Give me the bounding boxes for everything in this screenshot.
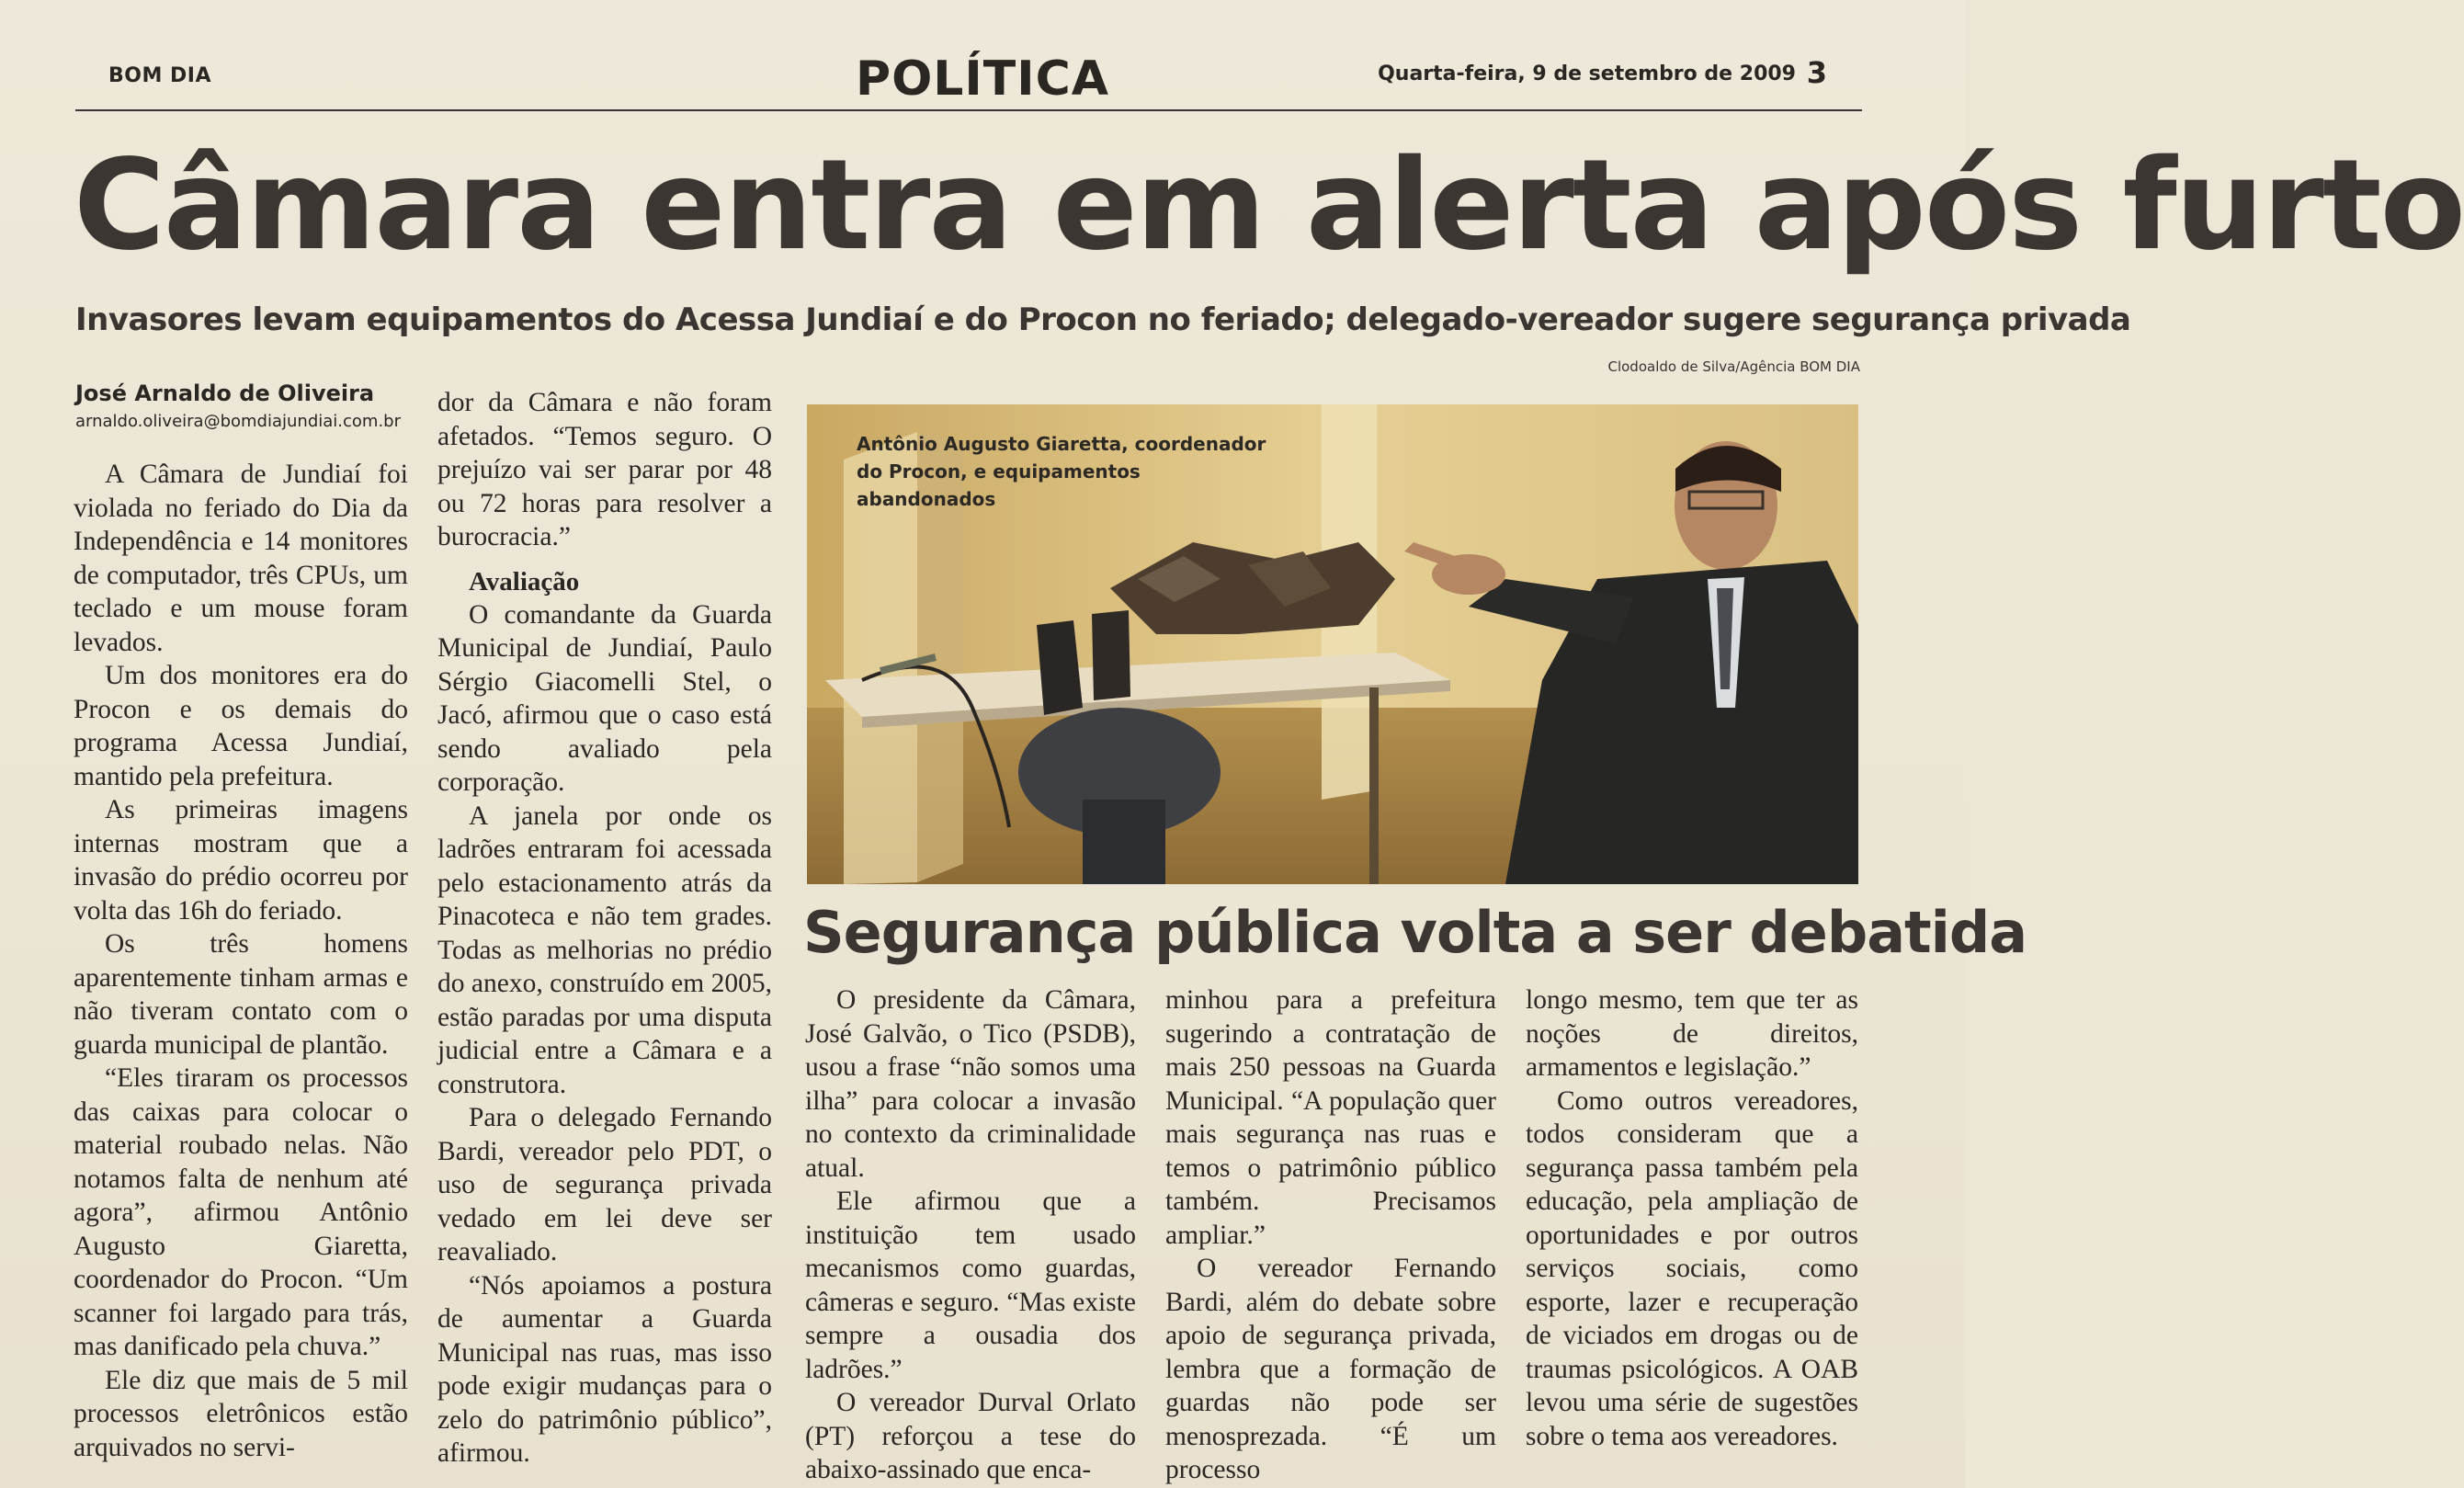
- paragraph: A janela por onde os ladrões entraram foi acessada pelo estacionamento atrás da Pinacoteca e não tem grades. Todas as melhorias no prédio do anexo, construído em 2005, estão paradas por uma disputa judicial entre a Câmara e a construtora.: [437, 801, 772, 1099]
- header-rule: [75, 109, 1862, 111]
- paragraph: O comandante da Guarda Municipal de Jundiaí, Paulo Sérgio Giacomelli Stel, o Jacó, afirmou que o caso está sendo avaliado pela corporação.: [437, 599, 772, 797]
- paragraph: Ele diz que mais de 5 mil processos eletrônicos estão arquivados no servi-: [74, 1365, 408, 1462]
- photo-credit: Clodoaldo de Silva/Agência BOM DIA: [1607, 358, 1860, 375]
- paragraph: Ele afirmou que a instituição tem usado mecanismos como guardas, câmeras e seguro. “Mas existe sempre a ousadia dos ladrões.”: [805, 1187, 1136, 1384]
- column-3: [805, 983, 1136, 1487]
- paragraph: minhou para a prefeitura sugerindo a contratação de mais 250 pessoas na Guarda Municipal. “A população quer mais segurança nas ruas e temos o patrimônio público também. Precisamos ampliar.”: [1165, 985, 1496, 1250]
- author-email: arnaldo.oliveira@bomdiajundiai.com.br: [75, 412, 401, 431]
- paragraph: “Nós apoiamos a postura de aumentar a Guarda Municipal nas ruas, mas isso pode exigir mudanças para o zelo do patrimônio público”, afirmou.: [437, 1270, 772, 1468]
- page-number: 3: [1806, 55, 1827, 90]
- paragraph: dor da Câmara e não foram afetados. “Temos seguro. O prejuízo vai ser parar por 48 ou 72 horas para resolver a burocracia.”: [437, 388, 772, 551]
- paragraph: O vereador Fernando Bardi, além do debate sobre apoio de segurança privada, lembra que a formação de guardas não pode ser menosprezada. “É um processo: [1165, 1254, 1496, 1484]
- section-heading: Avaliação: [469, 566, 580, 596]
- paragraph: longo mesmo, tem que ter as noções de direitos, armamentos e legislação.”: [1526, 985, 1858, 1082]
- paragraph: “Eles tiraram os processos das caixas para colocar o material roubado nelas. Não notamos falta de nenhum até agora”, afirmou Antônio Augusto Giaretta, coordenador do Procon. “Um scanner foi largado para trás, mas danificado pela chuva.”: [74, 1063, 408, 1361]
- paragraph: Um dos monitores era do Procon e os demais do programa Acessa Jundiaí, mantido pela prefeitura.: [74, 661, 408, 791]
- issue-date: Quarta-feira, 9 de setembro de 2009: [1378, 62, 1796, 85]
- paragraph: Os três homens aparentemente tinham armas e não tiveram contato com o guarda municipal de plantão.: [74, 929, 408, 1060]
- column-2: [437, 386, 772, 1471]
- column-1: [74, 458, 408, 1464]
- paragraph: O presidente da Câmara, José Galvão, o Tico (PSDB), usou a frase “não somos uma ilha” para colocar a invasão no contexto da criminalidade atual.: [805, 985, 1136, 1183]
- paper-name: BOM DIA: [108, 64, 211, 87]
- paragraph: As primeiras imagens internas mostram que a invasão do prédio ocorreu por volta das 16h do feriado.: [74, 795, 408, 926]
- headline: Câmara entra em alerta após furto: [74, 133, 2464, 278]
- paragraph: O vereador Durval Orlato (PT) reforçou a tese do abaixo-assinado que enca-: [805, 1388, 1136, 1484]
- author-name: José Arnaldo de Oliveira: [75, 381, 375, 406]
- paragraph: A Câmara de Jundiaí foi violada no feriado do Dia da Independência e 14 monitores de computador, três CPUs, um teclado e um mouse foram levados.: [74, 460, 408, 657]
- paragraph: Como outros vereadores, todos consideram que a segurança passa também pela educação, pela ampliação de oportunidades e por outros serviços sociais, como esporte, lazer e recuperação de viciados em drogas ou de traumas psicológicos. A OAB levou uma série de sugestões sobre o tema aos vereadores.: [1526, 1085, 1858, 1451]
- subheadline: Invasores levam equipamentos do Acessa Jundiaí e do Procon no feriado; delegado-vereador sugere segurança privada: [75, 301, 2131, 338]
- section-title: POLÍTICA: [855, 51, 1110, 107]
- section-subheadline: Segurança pública volta a ser debatida: [803, 899, 2027, 966]
- photo-caption: Antônio Augusto Giaretta, coordenador do Procon, e equipamentos abandonados: [857, 433, 1266, 510]
- paragraph: Para o delegado Fernando Bardi, vereador pelo PDT, o uso de segurança privada vedado em lei deve ser reavaliado.: [437, 1103, 772, 1267]
- column-4: [1165, 983, 1496, 1487]
- column-5: [1526, 983, 1858, 1453]
